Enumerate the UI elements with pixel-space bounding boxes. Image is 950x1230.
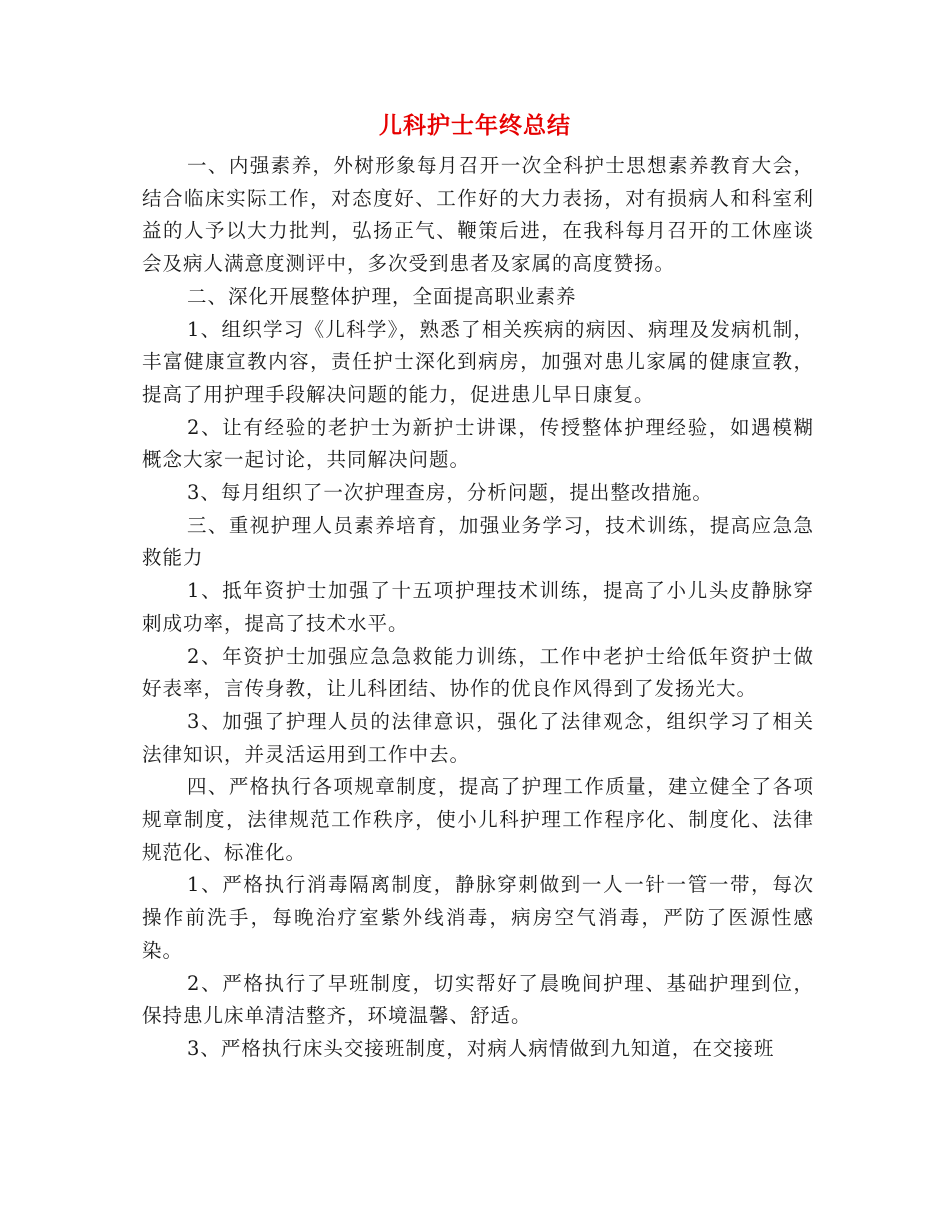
paragraph-7: 1、抵年资护士加强了十五项护理技术训练，提高了小儿头皮静脉穿刺成功率，提高了技术水平。: [142, 579, 814, 635]
paragraph-10: 四、严格执行各项规章制度，提高了护理工作质量，建立健全了各项规章制度，法律规范工作秩序，使小儿科护理工作程序化、制度化、法律规范化、标准化。: [142, 775, 814, 864]
paragraph-2: 二、深化开展整体护理，全面提高职业素养: [187, 284, 577, 308]
paragraph-6: 三、重视护理人员素养培育，加强业务学习，技术训练，提高应急急救能力: [142, 513, 814, 570]
paragraph-8: 2、年资护士加强应急急救能力训练，工作中老护士给低年资护士做好表率，言传身教，让儿科团结、协作的优良作风得到了发扬光大。: [142, 644, 814, 701]
paragraph-9: 3、加强了护理人员的法律意识，强化了法律观念，组织学习了相关法律知识，并灵活运用到工作中去。: [142, 709, 814, 766]
paragraph-1: 一、内强素养，外树形象每月召开一次全科护士思想素养教育大会，结合临床实际工作，对态度好、工作好的大力表扬，对有损病人和科室利益的人予以大力批判，弘扬正气、鞭策后进，在我科每月召开的工休座谈会及病人满意度测评中，多次受到患者及家属的高度赞扬。: [142, 154, 814, 276]
paragraph-11: 1、严格执行消毒隔离制度，静脉穿刺做到一人一针一管一带，每次操作前洗手，每晚治疗室紫外线消毒，病房空气消毒，严防了医源性感染。: [142, 873, 814, 962]
paragraph-12: 2、严格执行了早班制度，切实帮好了晨晚间护理、基础护理到位，保持患儿床单清洁整齐，环境温馨、舒适。: [142, 971, 814, 1028]
document-title: 儿科护士年终总结: [379, 113, 571, 139]
paragraph-13: 3、严格执行床头交接班制度，对病人病情做到九知道，在交接班: [187, 1036, 775, 1060]
paragraph-4: 2、让有经验的老护士为新护士讲课，传授整体护理经验，如遇模糊概念大家一起讨论，共同解决问题。: [142, 415, 814, 472]
document-body: [142, 150, 814, 1066]
paragraph-3: 1、组织学习《儿科学》，熟悉了相关疾病的病因、病理及发病机制，丰富健康宣教内容，责任护士深化到病房，加强对患儿家属的健康宣教，提高了用护理手段解决问题的能力，促进患儿早日康复。: [142, 317, 814, 406]
paragraph-5: 3、每月组织了一次护理查房，分析问题，提出整改措施。: [187, 481, 713, 505]
